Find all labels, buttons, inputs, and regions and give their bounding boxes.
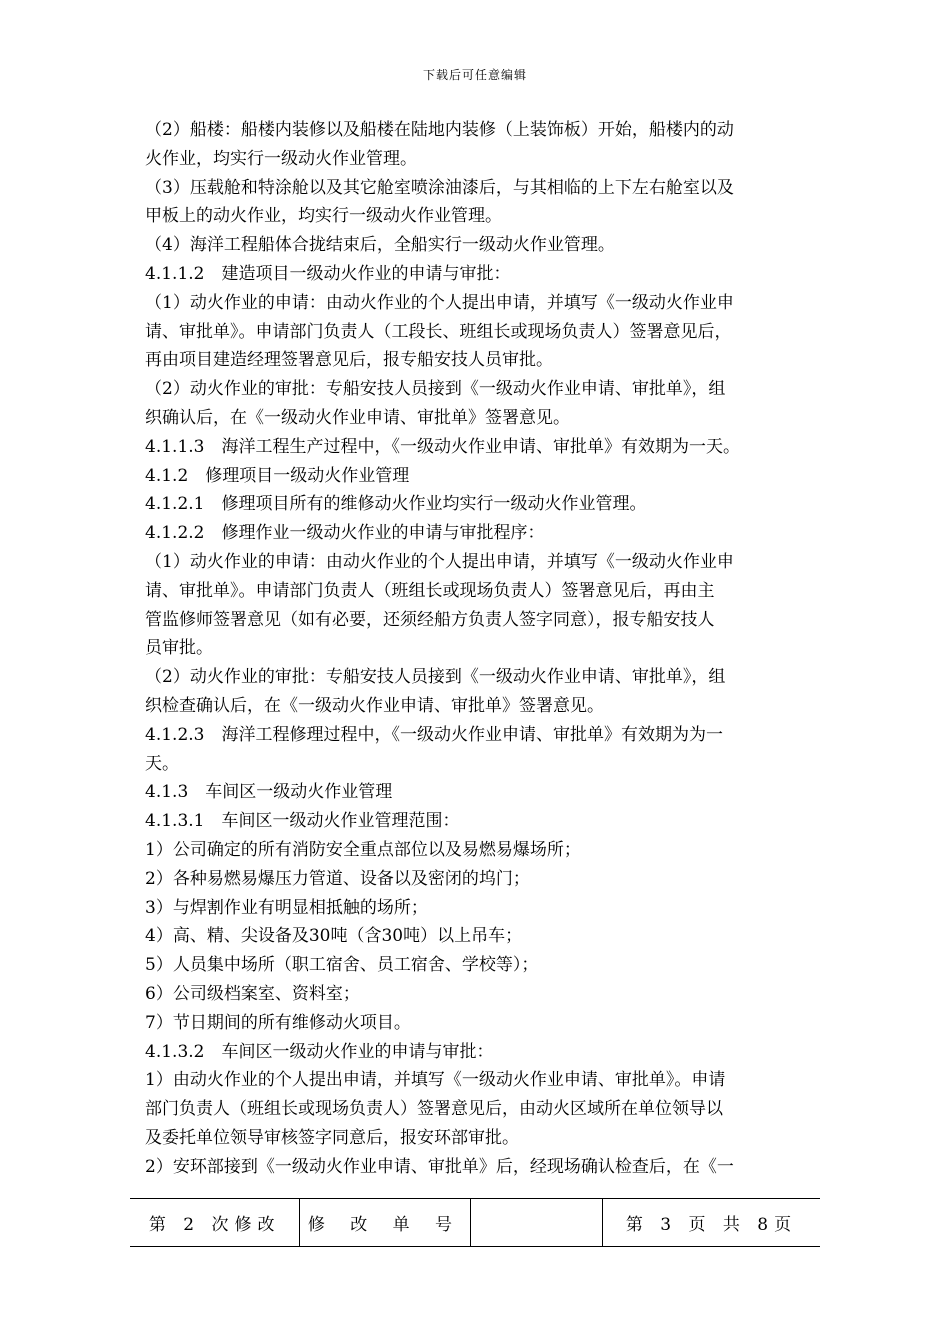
document-body	[145, 116, 825, 1181]
list-item: 6）公司级档案室、资料室；	[145, 983, 360, 1004]
text-line: 管监修师签署意见（如有必要，还须经船方负责人签字同意），报专船安技人	[145, 609, 715, 630]
text-line: （4）海洋工程船体合拢结束后，全船实行一级动火作业管理。	[145, 235, 615, 256]
page-number-cell: 第 3 页 共 8页	[602, 1199, 820, 1247]
section-heading: 4.1.3.1 车间区一级动火作业管理范围：	[145, 811, 460, 832]
text-line: 部门负责人（班组长或现场负责人）签署意见后，由动火区域所在单位领导以	[145, 1099, 723, 1120]
text-line: 织检查确认后，在《一级动火作业申请、审批单》签署意见。	[145, 695, 604, 716]
form-number-cell	[470, 1199, 602, 1247]
text-line: （2）船楼：船楼内装修以及船楼在陆地内装修（上装饰板）开始，船楼内的动	[145, 120, 734, 140]
text-line: 及委托单位领导审核签字同意后，报安环部审批。	[145, 1127, 519, 1148]
text-line: 员审批。	[145, 638, 213, 659]
text-line: 2）安环部接到《一级动火作业申请、审批单》后，经现场确认检查后，在《一	[145, 1156, 734, 1177]
section-heading: 4.1.1.2 建造项目一级动火作业的申请与审批：	[145, 263, 511, 284]
footer-table	[130, 1198, 820, 1247]
page-header: 下载后可任意编辑	[422, 68, 527, 82]
text-line: 甲板上的动火作业，均实行一级动火作业管理。	[145, 206, 502, 227]
text-line: 请、审批单》。申请部门负责人（工段长、班组长或现场负责人）签署意见后，	[145, 321, 732, 342]
list-item: 3）与焊割作业有明显相抵触的场所；	[145, 897, 428, 918]
list-item: 2）各种易燃易爆压力管道、设备以及密闭的坞门；	[145, 868, 530, 889]
section-heading: 4.1.2.2 修理作业一级动火作业的申请与审批程序：	[145, 523, 545, 544]
text-line: 再由项目建造经理签署意见后，报专船安技人员审批。	[145, 350, 553, 371]
text-line: 织确认后，在《一级动火作业申请、审批单》签署意见。	[145, 407, 570, 428]
section-heading: 4.1.3 车间区一级动火作业管理	[145, 782, 393, 803]
list-item: 7）节日期间的所有维修动火项目。	[145, 1012, 411, 1033]
text-line: （2）动火作业的审批：专船安技人员接到《一级动火作业申请、审批单》，组	[145, 667, 726, 688]
text-line: （3）压载舱和特涂舱以及其它舱室喷涂油漆后，与其相临的上下左右舱室以及	[145, 177, 734, 198]
form-label-cell: 修 改 单 号	[300, 1199, 470, 1247]
list-item: 1）公司确定的所有消防安全重点部位以及易燃易爆场所；	[145, 839, 581, 860]
revision-cell: 第 2 次修改	[130, 1199, 300, 1247]
section-heading: 4.1.2 修理项目一级动火作业管理	[145, 465, 410, 486]
section-heading: 4.1.2.1 修理项目所有的维修动火作业均实行一级动火作业管理。	[145, 494, 647, 515]
section-heading: 4.1.2.3 海洋工程修理过程中，《一级动火作业申请、审批单》有效期为为一	[145, 724, 723, 745]
section-heading: 4.1.1.3 海洋工程生产过程中，《一级动火作业申请、审批单》有效期为一天。	[145, 436, 740, 457]
text-line: （1）动火作业的申请：由动火作业的个人提出申请，并填写《一级动火作业申	[145, 292, 734, 313]
text-line: 请、审批单》。申请部门负责人（班组长或现场负责人）签署意见后，再由主	[145, 580, 715, 601]
section-heading: 4.1.3.2 车间区一级动火作业的申请与审批：	[145, 1041, 494, 1062]
text-line: 1）由动火作业的个人提出申请，并填写《一级动火作业申请、审批单》。申请	[145, 1070, 726, 1091]
text-line: （2）动火作业的审批：专船安技人员接到《一级动火作业申请、审批单》，组	[145, 379, 726, 400]
list-item: 4）高、精、尖设备及30吨（含30吨）以上吊车；	[145, 926, 523, 947]
text-line: 火作业，均实行一级动火作业管理。	[145, 148, 417, 169]
text-line: 天。	[145, 753, 179, 774]
list-item: 5）人员集中场所（职工宿舍、员工宿舍、学校等）；	[145, 955, 539, 976]
text-line: （1）动火作业的申请：由动火作业的个人提出申请，并填写《一级动火作业申	[145, 551, 734, 572]
